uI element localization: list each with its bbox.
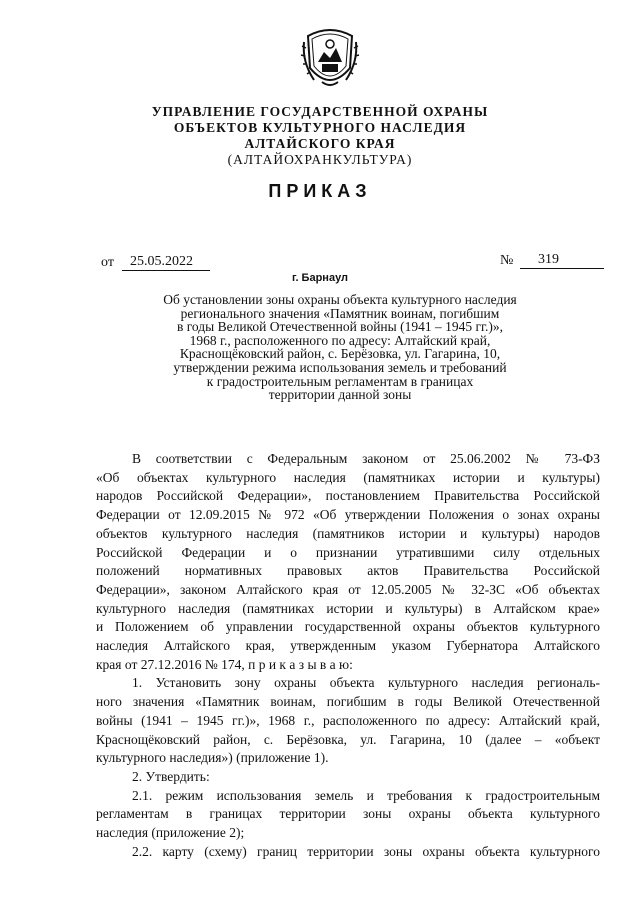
body-line: 2. Утвердить: xyxy=(132,768,210,784)
city: г. Барнаул xyxy=(291,272,349,284)
body-line: Федерации», законом Алтайского края от 12.05.2005 № 32-ЗС «Об объектах xyxy=(96,581,600,597)
body-line: 2.2. карту (схему) границ территории зоны охраны объекта культурного xyxy=(132,843,600,859)
body-line: регламентам в границах территории зоны охраны объекта культурного xyxy=(96,806,600,822)
altai-krai-coat-of-arms-icon xyxy=(300,22,360,94)
subject-line: к градостроительным регламентам в границах xyxy=(206,373,474,389)
document-title: ПРИКАЗ xyxy=(268,181,372,201)
agency-short-name: (АЛТАЙОХРАНКУЛЬТУРА) xyxy=(227,152,413,167)
order-number: 319 xyxy=(520,251,604,269)
number-prefix: № xyxy=(500,253,514,268)
body-line: наследия Алтайского края, утвержденным указом Губернатора Алтайского xyxy=(96,638,600,654)
agency-name-line-2: ОБЪЕКТОВ КУЛЬТУРНОГО НАСЛЕДИЯ xyxy=(173,120,467,135)
subject-line: 1968 г., расположенного по адресу: Алтайский край, xyxy=(189,332,491,348)
subject-line: утверждении режима использования земель и требований xyxy=(173,359,507,375)
body-line: 1. Установить зону охраны объекта культурного наследия региональ- xyxy=(132,675,600,691)
body-line: культурного наследия (памятниках истории и культуры) в Алтайском крае» xyxy=(96,600,600,616)
body-line: Российской Федерации и о признании утратившими силу отдельных xyxy=(96,544,600,560)
body-line: В соответствии с Федеральным законом от 25.06.2002 № 73-ФЗ xyxy=(132,451,600,466)
body-line: культурного наследия») (приложение 1). xyxy=(96,750,329,766)
subject-line: регионального значения «Памятник воинам, погибшим xyxy=(180,305,500,321)
body-line: ного значения «Памятник воинам, погибшим в годы Великой Отечественной xyxy=(96,694,600,710)
body-line: положений нормативных правовых актов Правительства Российской xyxy=(96,563,600,579)
subject-line: территории данной зоны xyxy=(268,387,412,403)
body-line: объектов культурного наследия (памятников истории и культуры) народов xyxy=(96,525,600,541)
body-line: края от 27.12.2016 № 174, п р и к а з ы в а ю: xyxy=(96,656,353,672)
body-line: «Об объектах культурного наследия (памятниках истории и культуры) xyxy=(96,469,600,485)
subject-line: Краснощёковский район, с. Берёзовка, ул. Гагарина, 10, xyxy=(179,346,501,362)
body-line: 2.1. режим использования земель и требования к градостроительным xyxy=(132,787,600,803)
agency-name-line-3: АЛТАЙСКОГО КРАЯ xyxy=(244,136,396,151)
body-line: Краснощёковский район, с. Берёзовка, ул. Гагарина, 10 (далее – «объект xyxy=(96,731,600,747)
order-body xyxy=(96,450,600,861)
body-line: и Положением об управлении государственной охраны объектов культурного xyxy=(96,619,600,635)
date-prefix: от xyxy=(101,255,114,270)
order-date: 25.05.2022 xyxy=(122,253,210,271)
body-line: наследия (приложение 2); xyxy=(96,825,245,841)
body-line: Федерации от 12.09.2015 № 972 «Об утверждении Положения о зонах охраны xyxy=(96,507,600,523)
agency-name-line-1: УПРАВЛЕНИЕ ГОСУДАРСТВЕННОЙ ОХРАНЫ xyxy=(151,104,489,119)
body-line: войны (1941 – 1945 гг.)», 1968 г., расположенного по адресу: Алтайский край, xyxy=(96,712,600,728)
order-subject xyxy=(140,293,540,402)
body-line: народов Российской Федерации», постановлением Правительства Российской xyxy=(96,488,600,504)
subject-line: в годы Великой Отечественной войны (1941 – 1945 гг.)», xyxy=(176,319,504,335)
subject-line: Об установлении зоны охраны объекта культурного наследия xyxy=(163,292,517,307)
